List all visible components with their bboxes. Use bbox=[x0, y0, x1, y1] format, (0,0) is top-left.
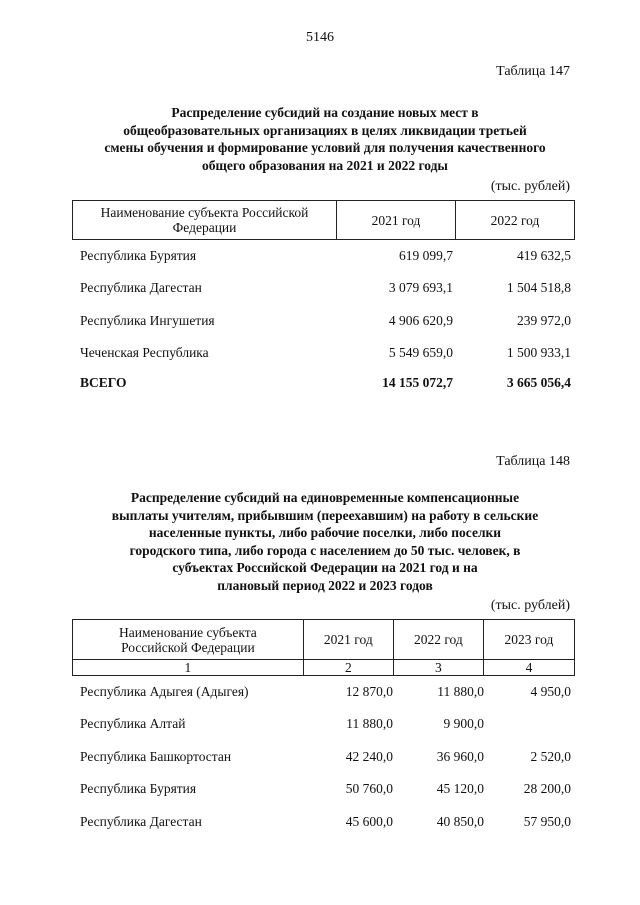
title-line: смены обучения и формирование условий для получения качественного bbox=[104, 140, 546, 155]
row-subject: Республика Дагестан bbox=[80, 280, 202, 295]
table-147-title bbox=[60, 104, 590, 174]
header-2021: 2021 год bbox=[337, 201, 456, 240]
header-2021: 2021 год bbox=[303, 620, 393, 660]
row-subject: Республика Дагестан bbox=[80, 814, 202, 829]
header-2022: 2022 год bbox=[456, 201, 575, 240]
total-label: ВСЕГО bbox=[80, 375, 127, 390]
row-value-2022: 11 880,0 bbox=[437, 684, 484, 699]
title-line: населенные пункты, либо рабочие поселки, либо поселки bbox=[148, 525, 502, 540]
table-row bbox=[0, 280, 640, 298]
row-value-2021: 5 549 659,0 bbox=[388, 345, 453, 360]
header-subject-line1: Наименование субъекта bbox=[118, 624, 257, 640]
table-row bbox=[0, 313, 640, 331]
row-value-2022: 1 504 518,8 bbox=[506, 280, 571, 295]
header-2023: 2023 год bbox=[483, 620, 574, 660]
title-line: общего образования на 2021 и 2022 годы bbox=[202, 157, 448, 173]
table-row bbox=[0, 781, 640, 799]
header-subject-line1: Наименование субъекта Российской bbox=[100, 205, 309, 220]
row-value-2022: 45 120,0 bbox=[436, 781, 484, 796]
row-subject: Республика Ингушетия bbox=[80, 313, 215, 328]
row-value-2023: 57 950,0 bbox=[523, 814, 571, 829]
header-subject-line2: Федерации bbox=[172, 220, 237, 235]
row-subject: Республика Алтай bbox=[80, 716, 186, 731]
row-value-2021: 4 906 620,9 bbox=[388, 313, 453, 328]
page-number: 5146 bbox=[306, 30, 334, 45]
header-subject-line2: Российской Федерации bbox=[121, 639, 255, 655]
table-148-header bbox=[72, 619, 575, 676]
table-148-units: (тыс. рублей) bbox=[490, 598, 570, 613]
row-value-2021: 12 870,0 bbox=[345, 684, 393, 699]
title-line: городского типа, либо города с населением до 50 тыс. человек, в bbox=[129, 542, 521, 558]
row-value-2021: 50 760,0 bbox=[345, 781, 393, 796]
table-row bbox=[0, 345, 640, 363]
row-value-2021: 45 600,0 bbox=[345, 814, 393, 829]
title-line: выплаты учителям, прибывшим (переехавшим) на работу в сельские bbox=[111, 507, 539, 523]
table-147-header bbox=[72, 200, 575, 240]
table-148-title bbox=[60, 489, 590, 594]
table-row bbox=[0, 684, 640, 702]
table-147-units: (тыс. рублей) bbox=[490, 179, 570, 194]
row-value-2021: 11 880,0 bbox=[346, 716, 393, 731]
row-value-2022: 1 500 933,1 bbox=[506, 345, 571, 360]
row-value-2021: 3 079 693,1 bbox=[388, 280, 453, 295]
header-2022: 2022 год bbox=[393, 620, 483, 660]
row-value-2022: 9 900,0 bbox=[443, 716, 484, 731]
row-value-2023: 2 520,0 bbox=[530, 749, 571, 764]
column-number-4: 4 bbox=[483, 660, 574, 676]
row-subject: Республика Бурятия bbox=[80, 781, 197, 796]
row-value-2021: 619 099,7 bbox=[399, 248, 453, 263]
row-value-2022: 239 972,0 bbox=[517, 313, 571, 328]
row-subject: Республика Бурятия bbox=[80, 248, 197, 263]
table-row bbox=[0, 248, 640, 266]
row-value-2022: 419 632,5 bbox=[517, 248, 571, 263]
row-value-2022: 40 850,0 bbox=[436, 814, 484, 829]
column-number-1: 1 bbox=[73, 660, 304, 676]
row-value-2022: 36 960,0 bbox=[436, 749, 484, 764]
title-line: субъектах Российской Федерации на 2021 год и на bbox=[172, 560, 478, 575]
column-number-2: 2 bbox=[303, 660, 393, 676]
header-subject bbox=[73, 620, 304, 660]
row-value-2021: 42 240,0 bbox=[345, 749, 393, 764]
table-row bbox=[0, 814, 640, 832]
row-subject: Чеченская Республика bbox=[80, 345, 209, 360]
row-value-2023: 4 950,0 bbox=[530, 684, 571, 699]
row-subject: Республика Башкортостан bbox=[80, 749, 232, 764]
total-value-2022: 3 665 056,4 bbox=[506, 375, 571, 390]
row-subject: Республика Адыгея (Адыгея) bbox=[80, 684, 249, 699]
column-number-3: 3 bbox=[393, 660, 483, 676]
title-line: Распределение субсидий на создание новых мест в bbox=[171, 105, 479, 120]
total-value-2021: 14 155 072,7 bbox=[382, 375, 453, 390]
row-value-2023: 28 200,0 bbox=[523, 781, 571, 796]
header-subject bbox=[73, 201, 337, 240]
title-line: Распределение субсидий на единовременные компенсационные bbox=[130, 490, 520, 505]
table-row bbox=[0, 716, 640, 734]
table-row bbox=[0, 749, 640, 767]
title-line: общеобразовательных организациях в целях ликвидации третьей bbox=[123, 122, 527, 138]
table-148-label: Таблица 148 bbox=[496, 454, 570, 469]
title-line: плановый период 2022 и 2023 годов bbox=[217, 577, 433, 593]
table-total-row bbox=[0, 375, 640, 393]
table-147-label: Таблица 147 bbox=[496, 64, 570, 79]
